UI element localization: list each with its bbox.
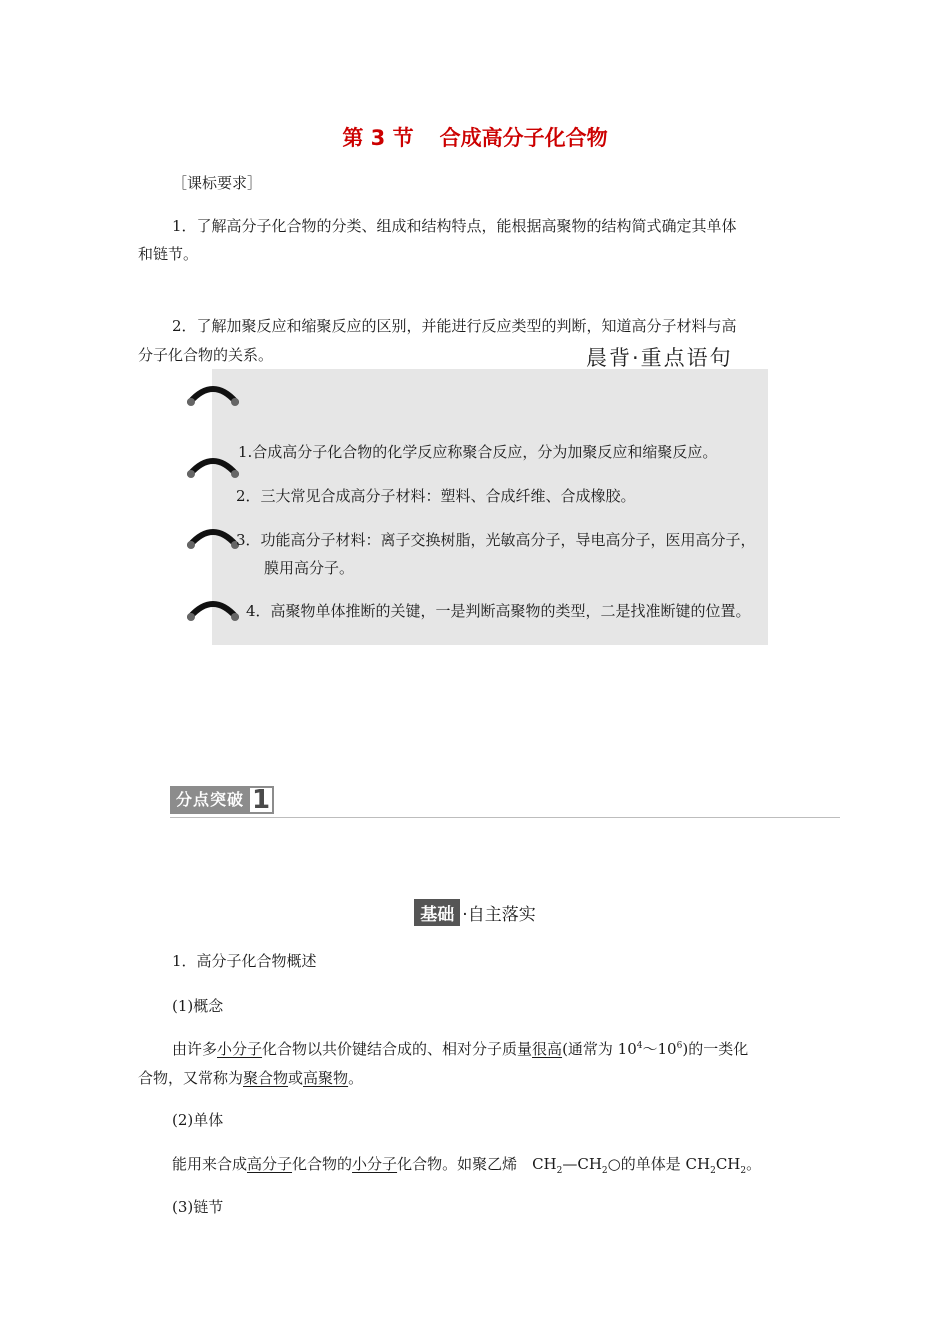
monomer-title: (2)单体 (172, 1111, 224, 1129)
blank-answer: 聚合物 (243, 1069, 289, 1087)
blank-answer: 高分子 (247, 1155, 293, 1173)
blank-answer: 高聚物 (303, 1069, 349, 1087)
binder-ring-icon (186, 525, 240, 549)
section-badge-number: 1 (250, 786, 274, 814)
blank-answer: 小分子 (217, 1040, 263, 1058)
requirement-2-line-1: 2．了解加聚反应和缩聚反应的区别，并能进行反应类型的判断，知道高分子材料与高 (172, 317, 737, 335)
key-point-3-line-2: 膜用高分子。 (264, 559, 355, 577)
basic-subtitle: ·自主落实 (462, 905, 536, 925)
key-point-3-line-1: 3．功能高分子材料：离子交换树脂，光敏高分子，导电高分子，医用高分子， (236, 531, 756, 549)
requirement-1-line-2: 和链节。 (138, 245, 199, 263)
concept-line-1: 由许多小分子化合物以共价键结合成的、相对分子质量很高(通常为 $10^4\sim 10^6$)的一类化 (172, 1040, 749, 1058)
key-points-banner: 晨背·重点语句 (586, 346, 733, 370)
content-heading-1: 1．高分子化合物概述 (172, 952, 317, 970)
section-number: 第 3 节 (342, 126, 414, 150)
binder-ring-icon (186, 382, 240, 406)
section-name: 合成高分子化合物 (439, 126, 608, 150)
key-point-2: 2．三大常见合成高分子材料：塑料、合成纤维、合成橡胶。 (236, 487, 636, 505)
concept-title: (1)概念 (172, 997, 224, 1015)
key-point-4: 4．高聚物单体推断的关键，一是判断高聚物的类型，二是找准断键的位置。 (246, 602, 751, 620)
monomer-line: 能用来合成高分子化合物的小分子化合物。如聚乙烯 $CH_2—CH_2○$的单体是 $CH_2CH_2$。 (172, 1155, 762, 1176)
basic-tag: 基础 (414, 899, 460, 926)
requirement-2-line-2: 分子化合物的关系。 (138, 346, 274, 364)
page-title (0, 122, 950, 152)
section-badge-label: 分点突破 (170, 786, 250, 814)
binder-ring-icon (186, 597, 240, 621)
concept-line-2: 合物，又常称为聚合物或高聚物。 (138, 1069, 364, 1087)
key-point-1: 1.合成高分子化合物的化学反应称聚合反应，分为加聚反应和缩聚反应。 (238, 443, 718, 461)
section-badge (170, 786, 274, 814)
blank-answer: 很高 (532, 1040, 563, 1058)
binder-ring-icon (186, 454, 240, 478)
requirement-1-line-1: 1．了解高分子化合物的分类、组成和结构特点，能根据高聚物的结构简式确定其单体 (172, 217, 737, 235)
section-divider (170, 817, 840, 818)
chain-unit-title: (3)链节 (172, 1198, 224, 1216)
curriculum-heading: ［课标要求］ (172, 174, 263, 192)
basic-header (0, 899, 950, 926)
blank-answer: 小分子 (352, 1155, 398, 1173)
